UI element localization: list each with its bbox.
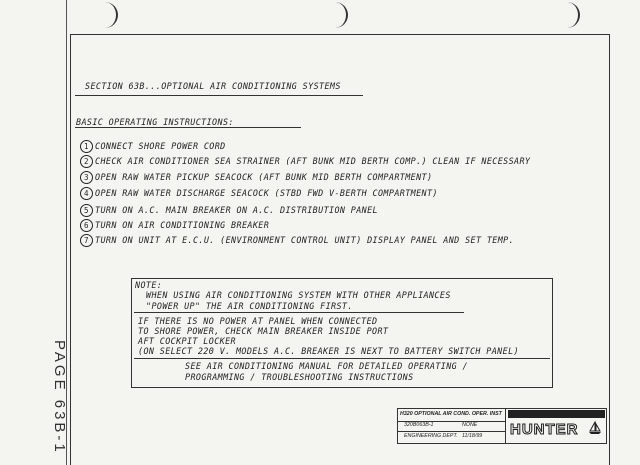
note-line: WHEN USING AIR CONDITIONING SYSTEM WITH OTHER APPLIANCES bbox=[146, 290, 451, 300]
note-line: "POWER UP" THE AIR CONDITIONING FIRST. bbox=[146, 301, 353, 311]
drawing-border bbox=[70, 34, 610, 465]
note-line: TO SHORE POWER, CHECK MAIN BREAKER INSIDE PORT bbox=[138, 326, 389, 336]
title-block bbox=[397, 408, 607, 444]
step-text: TURN ON UNIT AT E.C.U. (ENVIRONMENT CONTROL UNIT) DISPLAY PANEL AND SET TEMP. bbox=[95, 235, 515, 245]
step-number: 5 bbox=[80, 204, 93, 217]
note-rule bbox=[134, 358, 550, 359]
step-item bbox=[80, 234, 514, 247]
note-rule bbox=[134, 312, 464, 313]
note-label: NOTE: bbox=[135, 280, 163, 290]
step-number: 2 bbox=[80, 155, 93, 168]
subheading-rule bbox=[75, 127, 301, 128]
step-number: 4 bbox=[80, 187, 93, 200]
step-number: 7 bbox=[80, 234, 93, 247]
department: ENGINEERING DEPT. bbox=[404, 433, 458, 439]
drawing-number: 320B063B-1 bbox=[404, 422, 434, 428]
step-text: CONNECT SHORE POWER CORD bbox=[95, 141, 226, 151]
step-text: TURN ON A.C. MAIN BREAKER ON A.C. DISTRIBUTION PANEL bbox=[95, 205, 378, 215]
note-line: AFT COCKPIT LOCKER bbox=[138, 336, 236, 346]
step-item bbox=[80, 140, 226, 153]
step-item bbox=[80, 187, 438, 200]
hunter-logo: HUNTER bbox=[510, 421, 579, 438]
step-text: CHECK AIR CONDITIONER SEA STRAINER (AFT BUNK MID BERTH COMP.) CLEAN IF NECESSARY bbox=[95, 156, 531, 166]
step-text: OPEN RAW WATER PICKUP SEACOCK (AFT BUNK MID BERTH COMPARTMENT) bbox=[95, 172, 433, 182]
note-line: (ON SELECT 220 V. MODELS A.C. BREAKER IS NEXT TO BATTERY SWITCH PANEL) bbox=[138, 346, 519, 356]
step-item bbox=[80, 171, 432, 184]
step-item bbox=[80, 155, 530, 168]
title-block-info bbox=[398, 409, 506, 443]
step-number: 3 bbox=[80, 171, 93, 184]
step-number: 6 bbox=[80, 219, 93, 232]
scale-value: NONE bbox=[462, 422, 478, 428]
binder-hole bbox=[566, 2, 580, 28]
section-title: SECTION 63B...OPTIONAL AIR CONDITIONING SYSTEMS bbox=[85, 81, 341, 91]
binder-hole bbox=[104, 2, 118, 28]
drawing-title: H320 OPTIONAL AIR COND. OPER. INST bbox=[400, 411, 502, 417]
note-box bbox=[131, 278, 553, 388]
note-line: PROGRAMMING / TROUBLESHOOTING INSTRUCTIONS bbox=[185, 372, 414, 382]
subheading: BASIC OPERATING INSTRUCTIONS: bbox=[76, 117, 234, 127]
step-item bbox=[80, 219, 269, 232]
step-item bbox=[80, 204, 378, 217]
title-block-divider bbox=[398, 431, 505, 432]
binder-hole bbox=[334, 2, 348, 28]
sailboat-icon bbox=[588, 421, 602, 435]
page-label: PAGE 63B-1 bbox=[51, 340, 68, 455]
step-text: TURN ON AIR CONDITIONING BREAKER bbox=[95, 220, 270, 230]
title-rule bbox=[75, 95, 363, 96]
note-line: SEE AIR CONDITIONING MANUAL FOR DETAILED OPERATING / bbox=[185, 361, 468, 371]
disclaimer-strip bbox=[508, 410, 605, 418]
drawing-date: 11/18/99 bbox=[462, 433, 483, 439]
step-number: 1 bbox=[80, 140, 93, 153]
step-text: OPEN RAW WATER DISCHARGE SEACOCK (STBD FWD V-BERTH COMPARTMENT) bbox=[95, 188, 438, 198]
note-line: IF THERE IS NO POWER AT PANEL WHEN CONNECTED bbox=[138, 316, 378, 326]
